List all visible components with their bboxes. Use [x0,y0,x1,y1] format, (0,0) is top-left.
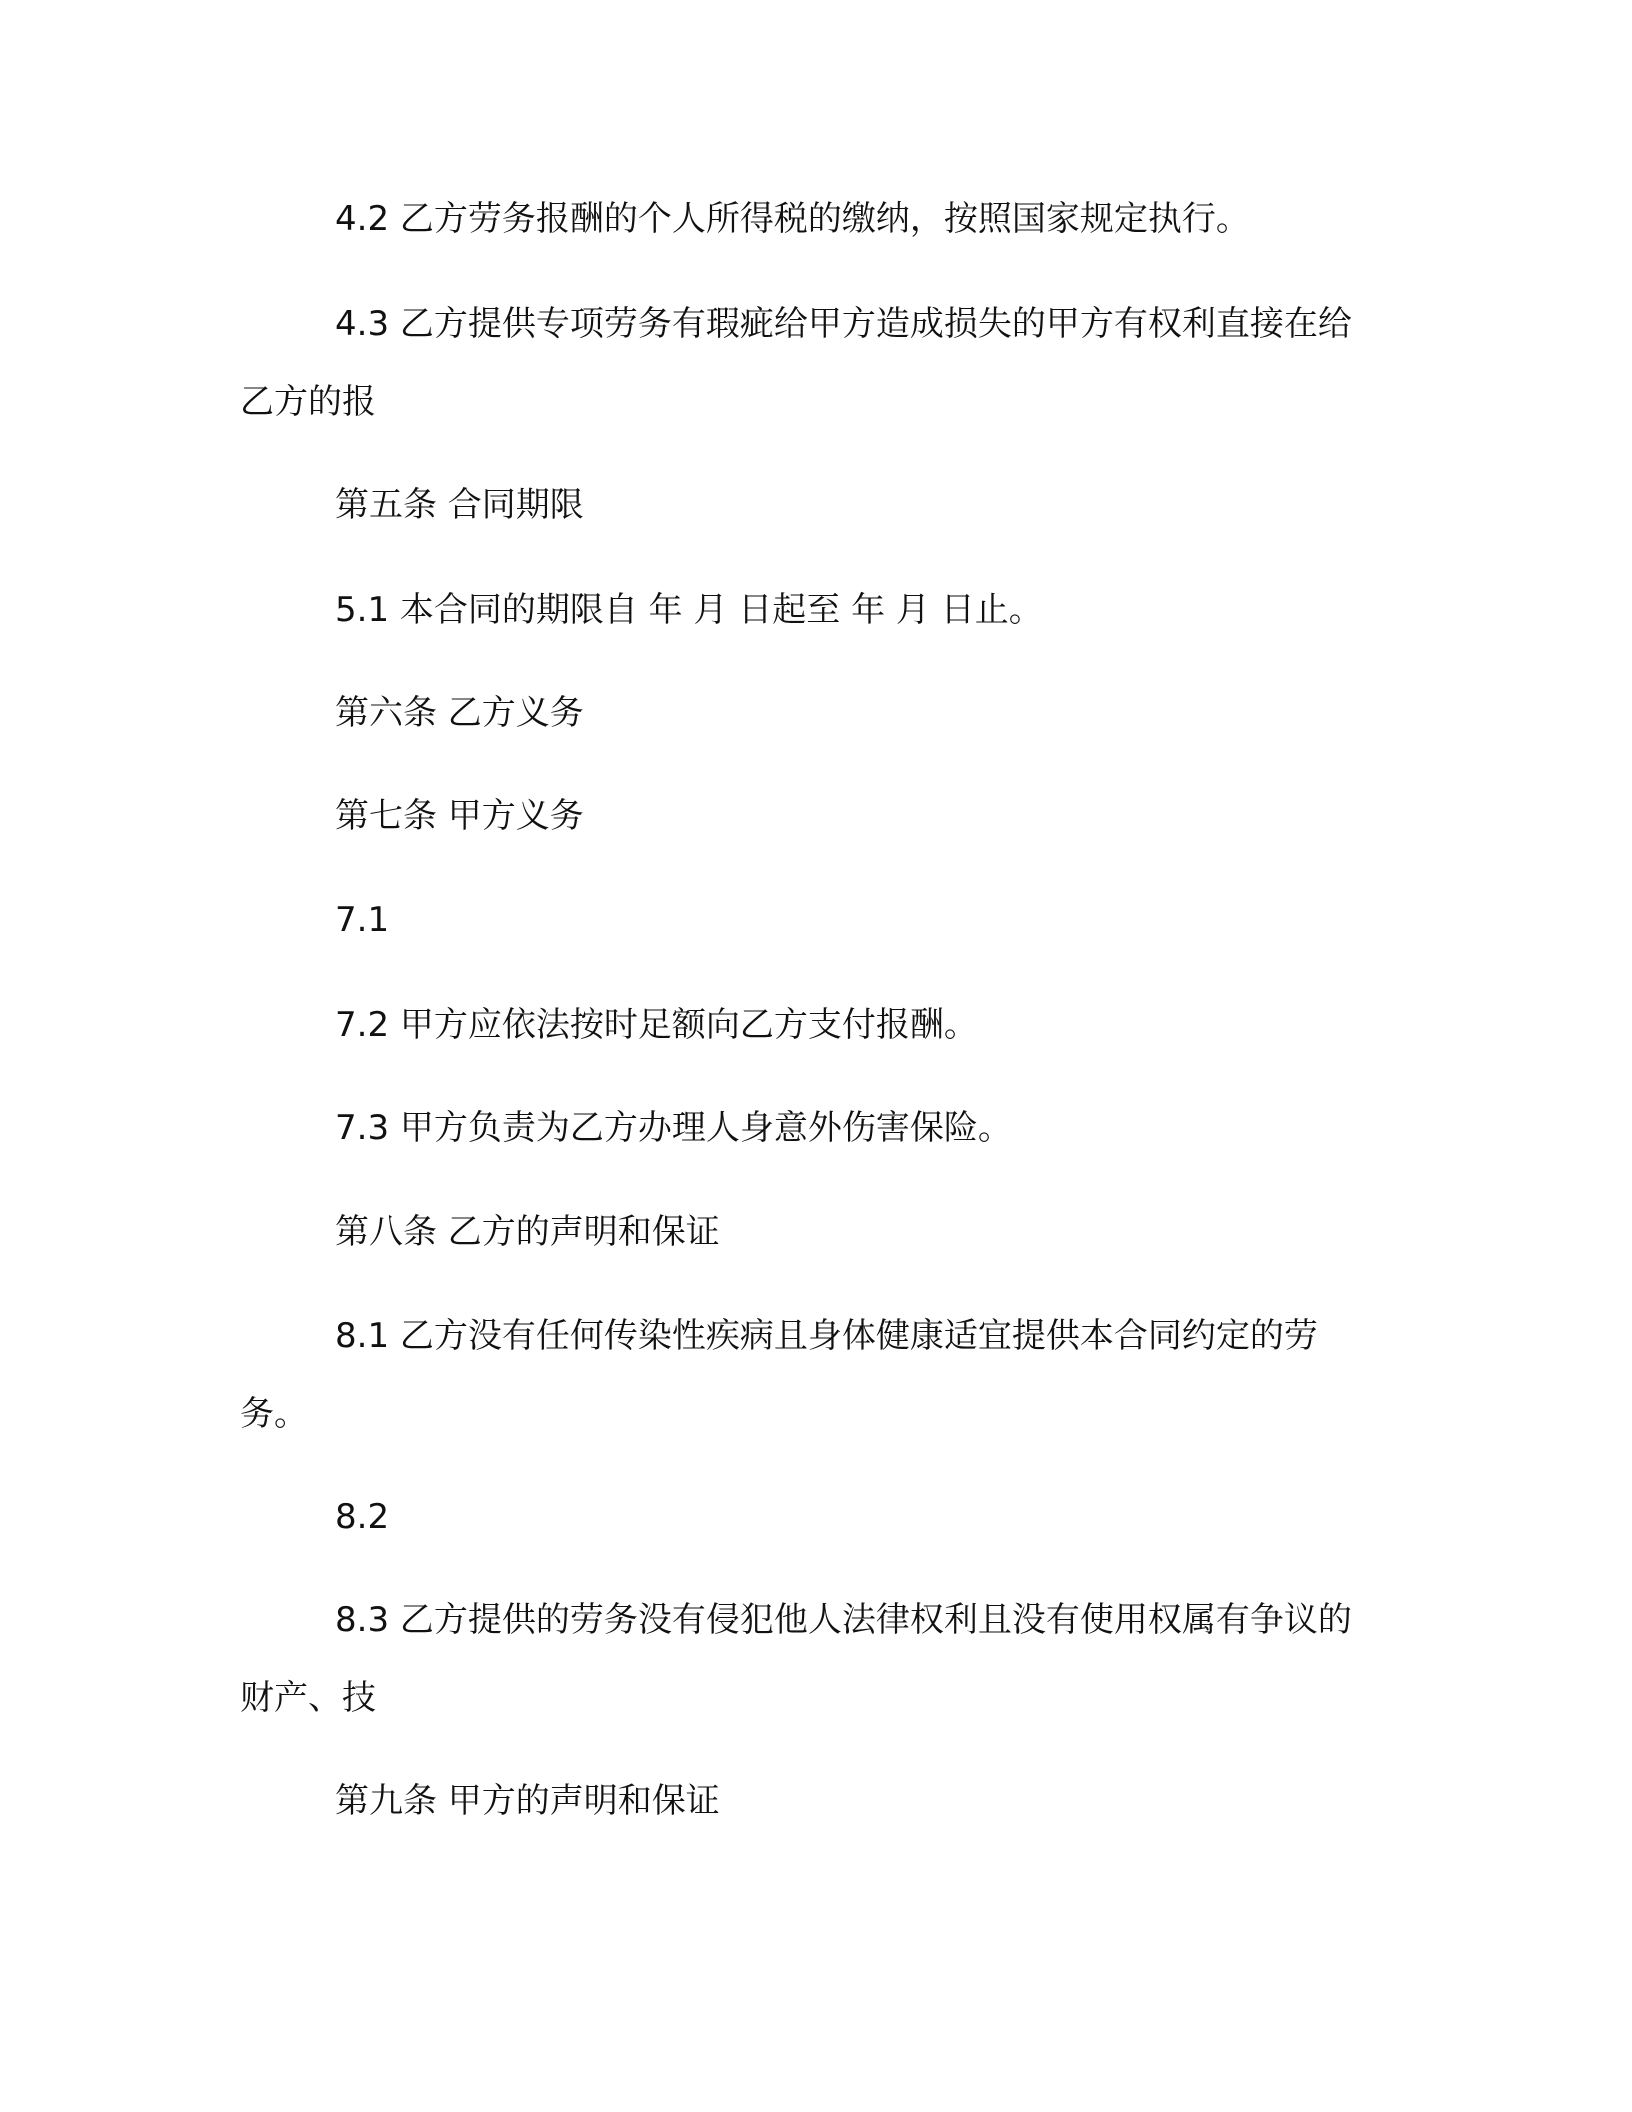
clause-4-3-text: 4.3 乙方提供专项劳务有瑕疵给甲方造成损失的甲方有权利直接在给乙方的报 [240,304,1352,422]
clause-7-1 [240,881,1370,959]
clause-8-1-text: 8.1 乙方没有任何传染性疾病且身体健康适宜提供本合同约定的劳务。 [240,1316,1318,1434]
article-8-heading-text: 第八条 乙方的声明和保证 [335,1212,720,1252]
article-9-heading [240,1762,1370,1840]
clause-7-1-text: 7.1 [335,900,390,940]
clause-7-2-text: 7.2 甲方应依法按时足额向乙方支付报酬。 [335,1005,978,1045]
article-9-heading-text: 第九条 甲方的声明和保证 [335,1781,720,1821]
article-6-heading-text: 第六条 乙方义务 [335,693,584,733]
clause-8-3 [240,1581,1370,1737]
clause-4-2 [240,180,1370,258]
clause-8-2-text: 8.2 [335,1497,390,1537]
article-8-heading [240,1193,1370,1271]
article-5-heading-text: 第五条 合同期限 [335,485,584,525]
clause-7-3-text: 7.3 甲方负责为乙方办理人身意外伤害保险。 [335,1108,1012,1148]
article-6-heading [240,674,1370,752]
clause-8-3-text: 8.3 乙方提供的劳务没有侵犯他人法律权利且没有使用权属有争议的财产、技 [240,1600,1352,1718]
clause-8-1 [240,1297,1370,1453]
clause-4-3 [240,285,1370,441]
article-7-heading-text: 第七条 甲方义务 [335,796,584,836]
clause-7-3 [240,1089,1370,1167]
article-7-heading [240,777,1370,855]
clause-4-2-text: 4.2 乙方劳务报酬的个人所得税的缴纳，按照国家规定执行。 [335,199,1250,239]
clause-5-1-text: 5.1 本合同的期限自 年 月 日起至 年 月 日止。 [335,590,1043,630]
article-5-heading [240,466,1370,544]
clause-5-1 [240,571,1370,649]
clause-7-2 [240,986,1370,1064]
clause-8-2 [240,1478,1370,1556]
